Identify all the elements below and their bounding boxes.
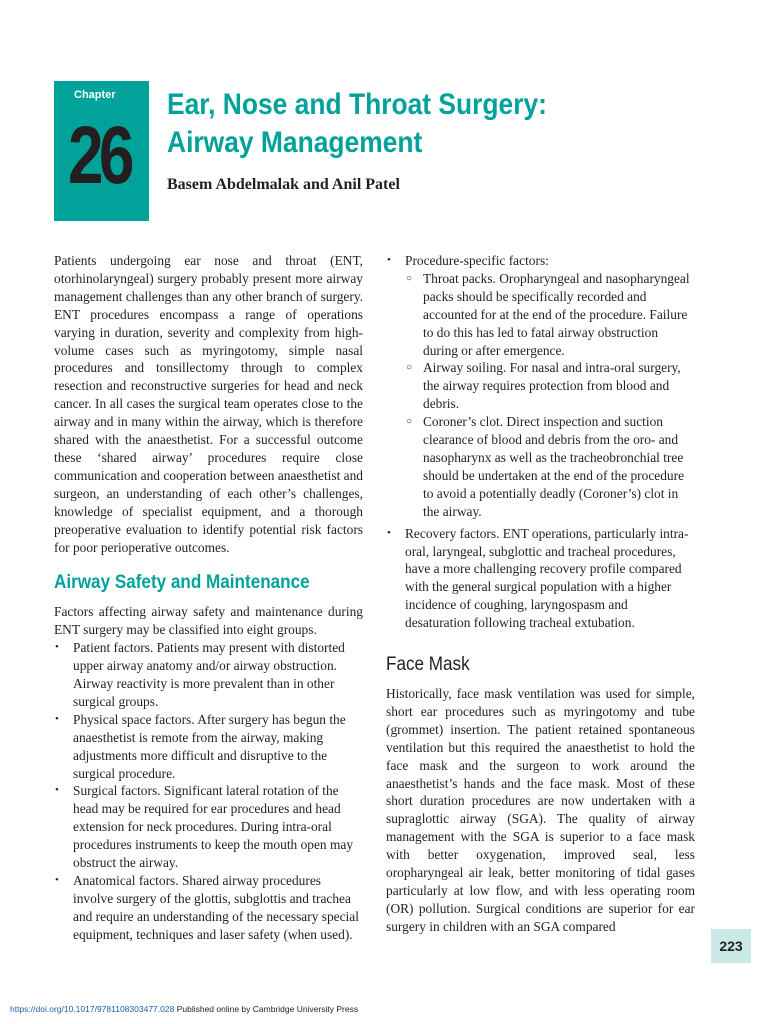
airway-factor-list [54,639,363,943]
additional-factor-list [386,252,695,632]
sub-item-coroners-clot: ○ Coroner’s clot. Direct inspection and suction clearance of blood and debris from the oro- and nasopharynx as well as the tracheobronchial tree should be undertaken at the end of the procedure to avoid a potentially deadly (Coroner’s) clot in the airway. [405,413,695,520]
procedure-specific-label: Procedure-specific factors: [405,253,549,268]
doi-link[interactable]: https://doi.org/10.1017/9781108303477.028 [10,1004,175,1014]
procedure-sub-list [405,270,695,521]
page-number: 223 [711,929,751,963]
chapter-title-line-1: Ear, Nose and Throat Surgery: [167,88,547,121]
chapter-number: 26 [68,110,130,201]
factor-patient: • Patient factors. Patients may present with distorted upper airway anatomy and/or airway obstruction. Airway reactivity is more prevalent than in other surgical groups. [54,639,363,711]
airway-safety-heading: Airway Safety and Maintenance [54,572,310,594]
sub-item-throat-packs: ○ Throat packs. Oropharyngeal and nasopharyngeal packs should be specifically recorded and accounted for at the end of the procedure. Failure to do this has led to fatal airway obstruction during or after emergence. [405,270,695,360]
face-mask-paragraph: Historically, face mask ventilation was used for simple, short ear procedures such as myringotomy and tube (grommet) insertion. The patient retained spontaneous ventilation but this required the anaesthetist to hold the face mask and the surgeon to work around the anaesthetist’s hands and the face mask. Most of these short duration procedures are now undertaken with a supraglottic airway (SGA). The quality of airway management with the SGA is superior to a face mask with better oxygenation, improved seal, less oropharyngeal air leak, better monitoring of tidal gases particularly at low flow, and with less operating room (OR) pollution. Surgical conditions are superior for ear surgery in children with an SGA compared [386,686,695,934]
factor-physical-space: • Physical space factors. After surgery has begun the anaesthetist is remote from the airway, making adjustments more difficult and disruptive to the surgical procedure. [54,711,363,783]
chapter-badge [54,81,149,221]
chapter-label: Chapter [74,89,116,101]
face-mask-heading: Face Mask [386,654,470,676]
footer [10,1004,358,1014]
chapter-title [167,86,660,162]
right-column [386,252,695,936]
published-note: Published online by Cambridge University Press [174,1004,359,1014]
sub-item-airway-soiling: ○ Airway soiling. For nasal and intra-oral surgery, the airway requires protection from blood and debris. [405,359,695,413]
factor-procedure-specific [386,252,695,521]
factor-surgical: • Surgical factors. Significant lateral rotation of the head may be required for ear procedures and head extension for neck procedures. During intra-oral procedures instruments to keep the mouth open may obstruct the airway. [54,782,363,872]
factor-anatomical: • Anatomical factors. Shared airway procedures involve surgery of the glottis, subglottis and trachea and require an understanding of the necessary special equipment, techniques and laser safety (when used). [54,872,363,944]
left-column [54,252,363,944]
chapter-authors: Basem Abdelmalak and Anil Patel [167,176,400,193]
intro-paragraph: Patients undergoing ear nose and throat (ENT, otorhinolaryngeal) surgery probably present more airway management challenges than any other branch of surgery. ENT procedures encompass a range of operations varying in duration, severity and complexity from high-volume cases such as myringotomy, simple nasal procedures and tonsillectomy through to complex resection and reconstructive surgeries for head and neck cancer. In all cases the surgical team operates close to the airway and in many within the airway, which is therefore shared with the anaesthetist. For a successful outcome these ‘shared airway’ procedures require close communication and cooperation between anaesthetist and surgeon, an understanding of each other’s challenges, knowledge of specialist equipment, and a thorough preoperative evaluation to identify potential risk factors for poor perioperative outcomes. [54,253,363,555]
factor-recovery: • Recovery factors. ENT operations, particularly intra-oral, laryngeal, subglottic and tracheal procedures, have a more challenging recovery profile compared with the general surgical population with a higher incidence of coughing, laryngospasm and desaturation following tracheal extubation. [386,525,695,632]
airway-safety-intro: Factors affecting airway safety and maintenance during ENT surgery may be classified into eight groups. [54,604,363,638]
chapter-title-line-2: Airway Management [167,126,423,159]
